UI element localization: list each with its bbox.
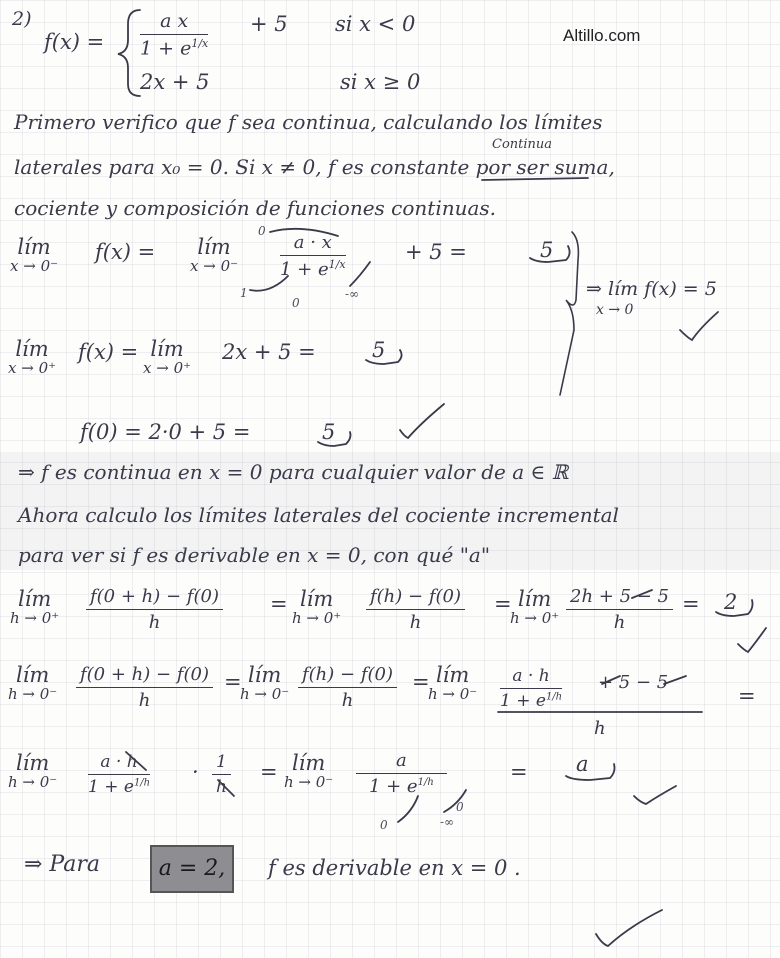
cancel-h-1 [126,752,146,770]
note-zero: 0 [292,296,300,310]
deriv-left-big-den: h [594,718,606,739]
note-arrow-2 [250,276,288,291]
case2-expression: 2x + 5 [140,70,210,94]
left-limit-operator-2: lím x → 0⁻ [190,235,239,275]
deriv-right-operator: lím h → 0⁺ [10,587,60,627]
right-limit-result: 5 [372,338,386,362]
note2-zero: 0 [456,800,464,814]
check-mark-1 [680,312,718,340]
final-conclusion: f es derivable en x = 0 . [268,856,521,880]
deriv-right-operator-3: lím h → 0⁺ [510,587,560,627]
left-limit-exponent: 1/x [328,258,346,271]
deriv-left2-operator-2: lím h → 0⁻ [284,751,334,791]
intro-line-2: laterales para x₀ = 0. Si x ≠ 0, f es constante por ser suma, [14,155,615,179]
deriv-left2-den-3: 1 + e [368,776,418,797]
deriv-right-num-1: f(0 + h) − f(0) [86,586,223,610]
right-limit-operator-2: lím x → 0⁺ [143,337,192,377]
note-arrow-5 [444,790,466,812]
note-zero-top: 0 [258,224,266,238]
deriv-right-num-3: 2h + 5 − 5 [566,586,673,610]
deriv-right-eq-2: = [494,592,512,616]
note-arrow-4 [398,796,418,822]
note-minus-infinity: -∞ [345,287,360,301]
continuity-line-2: Ahora calculo los límites laterales del cociente incremental [18,503,619,527]
deriv-left2-den-1: 1 + e [88,777,134,797]
deriv-left2-dot: · [192,760,199,784]
case1-numerator: a x [140,10,208,35]
intro-line-3: cociente y composición de funciones continuas. [14,196,497,220]
underline-constante [482,178,588,180]
deriv-left-eq-2: = [412,670,430,694]
continuity-line-1: ⇒ f es continua en x = 0 para cualquier valor de a ∈ ℝ [18,460,569,484]
deriv-right-operator-2: lím h → 0⁺ [292,587,342,627]
deriv-right-eq-3: = [682,592,700,616]
check-mark-3 [738,628,766,652]
right-limit-expression: 2x + 5 = [222,340,316,364]
result-hook-5 [566,764,615,780]
deriv-left-operator: lím h → 0⁻ [8,663,58,703]
deriv-left-inner-num: a · h [500,666,562,689]
check-mark-4 [634,786,676,804]
left-limit-denominator: 1 + e [280,259,329,280]
intro-correction-continua: Continua [492,137,553,152]
deriv-left-inner-rest: + 5 − 5 [598,672,669,693]
cancel-stroke-2 [602,676,620,684]
note-arrow-1 [270,229,338,236]
note-arrow-3 [350,262,370,286]
deriv-right-den-3: h [613,612,626,633]
check-mark-5 [596,910,662,946]
right-limit-fx: f(x) = [78,340,139,364]
limit-conclusion: ⇒ lím f(x) = 5 [586,278,717,300]
deriv-left2-den-2: h [215,777,227,797]
deriv-left2-num-2: 1 [212,752,231,775]
deriv-left2-eq-2: = [510,760,528,784]
left-limit-operator: lím x → 0⁻ [10,235,59,275]
deriv-left2-num-1: a · h [88,752,150,775]
deriv-left-inner-exp: 1/h [545,691,563,703]
deriv-right-eq-1: = [270,592,288,616]
cancel-stroke-3 [664,676,686,684]
case1-exponent: 1/x [191,37,209,50]
f-zero-expression: f(0) = 2·0 + 5 = [80,420,251,444]
exercise-number: 2) [12,8,32,30]
check-mark-2 [400,404,444,438]
left-limit-rest: + 5 = [405,240,467,264]
deriv-left2-operator: lím h → 0⁻ [8,751,58,791]
deriv-left-inner-den: 1 + e [500,691,546,711]
cancel-stroke-1 [632,590,652,598]
deriv-left2-result: a [576,752,589,776]
left-limit-numerator: a · x [280,232,346,256]
left-limit-fx: f(x) = [95,240,156,264]
case2-condition: si x ≥ 0 [340,70,421,94]
result-hook-2 [366,350,402,364]
case1-denominator: 1 + e [140,37,192,60]
deriv-right-result: 2 [724,590,738,614]
note2-zero-b: 0 [380,818,388,832]
definition-fx: f(x) = [44,30,105,54]
watermark: Altillo.com [563,26,641,45]
cancel-h-2 [218,780,234,796]
deriv-left2-exp-1: 1/h [133,777,151,789]
deriv-right-num-2: f(h) − f(0) [366,586,465,610]
deriv-right-den-2: h [409,612,422,633]
left-limit-result: 5 [540,238,554,262]
note-one: 1 [240,286,248,300]
deriv-left-eq-4: = [738,684,756,708]
note2-minus-infinity: -∞ [440,815,455,829]
right-limit-operator: lím x → 0⁺ [8,337,57,377]
result-hook-3 [318,432,351,446]
result-hook-1 [530,246,570,262]
deriv-left-eq-1: = [224,670,242,694]
piecewise-brace [118,10,140,96]
final-boxed-answer: a = 2, [150,845,234,893]
deriv-left-den-1: h [138,690,151,711]
deriv-left2-eq-1: = [260,760,278,784]
case1-plus-five: + 5 [250,12,288,36]
f-zero-result: 5 [322,420,336,444]
deriv-left-operator-2: lím h → 0⁻ [240,663,290,703]
deriv-left-num-2: f(h) − f(0) [298,664,397,688]
case1-condition: si x < 0 [335,12,416,36]
deriv-right-den-1: h [148,612,161,633]
final-arrow-para: ⇒ Para [24,852,100,877]
deriv-left-operator-3: lím h → 0⁻ [428,663,478,703]
limit-conclusion-sub: x → 0 [596,302,634,318]
deriv-left-num-1: f(0 + h) − f(0) [76,664,213,688]
deriv-left-den-2: h [341,690,354,711]
deriv-left2-exp-3: 1/h [417,777,434,788]
deriv-left2-num-3: a [356,750,447,774]
result-hook-4 [716,600,753,616]
intro-line-1: Primero verifico que f sea continua, calculando los límites [14,110,603,134]
continuity-line-3: para ver si f es derivable en x = 0, con qué "a" [18,543,491,567]
